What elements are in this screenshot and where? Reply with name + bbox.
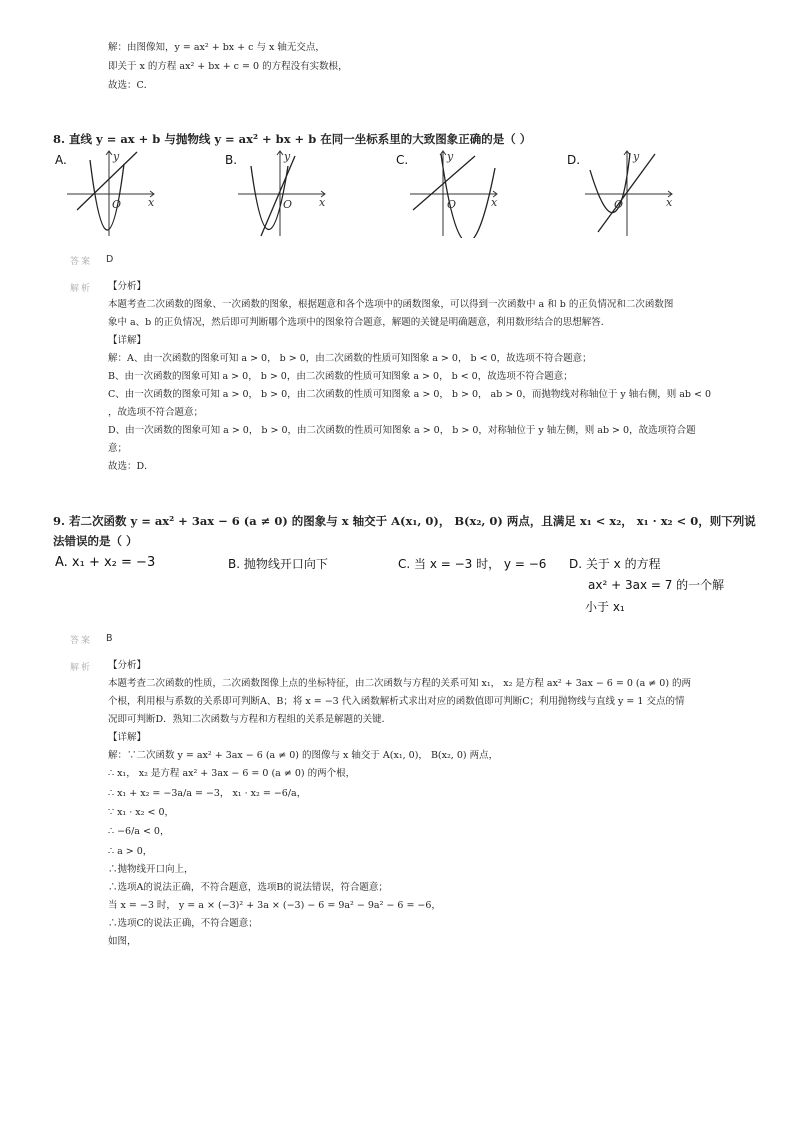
q8-analysis-line: 【分析】 (108, 281, 147, 292)
q9-analysis-line: 解：∵二次函数 y = ax² + 3ax − 6 (a ≠ 0) 的图像与 x 轴交于 A(x₁, 0)， B(x₂, 0) 两点， (108, 750, 499, 761)
line (413, 156, 475, 210)
q9-analysis-tag: 解析 (70, 663, 93, 673)
q9-option-d-line-2: ax² + 3ax = 7 的一个解 (588, 578, 725, 592)
svg-text:O: O (283, 198, 293, 211)
q9-analysis-line: 【详解】 (108, 732, 147, 743)
q9-option-d-line-1: D. 关于 x 的方程 (569, 557, 661, 571)
q9-analysis-line: ∵ x₁ · x₂ < 0， (108, 807, 174, 818)
q9-analysis-line: ∴抛物线开口向上， (108, 864, 194, 875)
q9-option-d-line-3: 小于 x₁ (585, 600, 625, 614)
q8-option-d-label: D. (567, 153, 581, 167)
q9-analysis-line: 况即可判断D．熟知二次函数与方程和方程组的关系是解题的关键． (108, 714, 392, 725)
q8-option-b-label: B. (225, 153, 238, 167)
q9-analysis-line: ∴ a > 0， (108, 846, 153, 857)
q9-answer-tag: 答案 (70, 636, 93, 646)
q8-analysis-line: 【详解】 (108, 335, 147, 346)
q9-analysis-line: ∴选项C的说法正确，不符合题意； (108, 918, 258, 929)
q9-stem-line-1: 9. 若二次函数 y = ax² + 3ax − 6 (a ≠ 0) 的图象与 x 轴交于 A(x₁, 0)， B(x₂, 0) 两点，且满足 x₁ < x₂， x₁ · x₂ < 0，则下列说 (53, 514, 756, 528)
q8-answer: D (106, 254, 114, 265)
q9-analysis-line: 本题考查二次函数的性质，二次函数图像上点的坐标特征，由二次函数与方程的关系可知 x₁， x₂ 是方程 ax² + 3ax − 6 = 0 (a ≠ 0) 的两 (108, 678, 692, 689)
q8-analysis-line: 故选：D． (108, 461, 154, 472)
svg-text:x: x (666, 196, 673, 209)
q8-graph-c (405, 148, 505, 238)
svg-text:O: O (614, 198, 624, 211)
q8-option-a-label: A. (55, 153, 67, 167)
q9-option-a: A. x₁ + x₂ = −3 (55, 555, 156, 570)
line (77, 152, 137, 210)
q9-analysis-line: ∴ −6/a < 0， (108, 826, 170, 837)
q8-analysis-line: D、由一次函数的图象可知 a > 0， b > 0，由二次函数的性质可知图象 a > 0， b > 0，对称轴位于 y 轴左侧，则 ab > 0，故选项符合题 (108, 425, 696, 436)
svg-text:y: y (633, 150, 640, 163)
q9-analysis-line: 如图， (108, 936, 137, 947)
q8-analysis-line: 象中 a、b 的正负情况，然后即可判断哪个选项中的图象符合题意，解题的关键是明确题意，利用数形结合的思想解答． (108, 317, 611, 328)
svg-text:y: y (284, 150, 291, 163)
q8-analysis-line: 本题考查二次函数的图象、一次函数的图象，根据题意和各个选项中的函数图象，可以得到一次函数中 a 和 b 的正负情况和二次函数图 (108, 299, 674, 310)
q8-analysis-line: 意； (108, 443, 128, 454)
svg-text:x: x (491, 196, 498, 209)
q8-stem: 8. 直线 y = ax + b 与抛物线 y = ax² + bx + b 在同一坐标系里的大致图象正确的是（ ） (53, 132, 532, 146)
q8-answer-tag: 答案 (70, 257, 93, 267)
prev-line-3: 故选：C． (108, 80, 154, 91)
q9-option-c: C. 当 x = −3 时， y = −6 (398, 557, 547, 571)
parabola (590, 153, 630, 213)
q9-answer: B (106, 633, 113, 644)
y-label: y (113, 150, 120, 163)
q8-analysis-line: 解：A、由一次函数的图象可知 a > 0， b > 0，由二次函数的性质可知图象 a > 0， b < 0，故选项不符合题意； (108, 353, 592, 364)
x-label: x (148, 196, 155, 209)
q8-graph-a (62, 148, 162, 238)
parabola (90, 160, 124, 230)
q9-analysis-line: ∴选项A的说法正确，不符合题意，选项B的说法错误，符合题意； (108, 882, 388, 893)
origin-label: O (112, 198, 122, 211)
line (261, 156, 295, 236)
q8-analysis-line: B、由一次函数的图象可知 a > 0， b > 0，由二次函数的性质可知图象 a > 0， b < 0，故选项不符合题意； (108, 371, 573, 382)
parabola (441, 154, 495, 238)
q9-analysis-line: ∴ x₁， x₂ 是方程 ax² + 3ax − 6 = 0 (a ≠ 0) 的两个根， (108, 768, 356, 779)
svg-text:x: x (319, 196, 326, 209)
q9-analysis-line: 个根，利用根与系数的关系即可判断A、B；将 x = −3 代入函数解析式求出对应的函数值即可判断C；利用抛物线与直线 y = 1 交点的情 (108, 696, 685, 707)
prev-line-2: 即关于 x 的方程 ax² + bx + c = 0 的方程没有实数根， (108, 61, 348, 72)
q8-option-c-label: C. (396, 153, 409, 167)
svg-text:y: y (447, 150, 454, 163)
q8-analysis-line: ，故选项不符合题意； (108, 407, 204, 418)
prev-line-1: 解：由图像知，y = ax² + bx + c 与 x 轴无交点， (108, 42, 325, 53)
q8-graph-d (580, 148, 680, 238)
q9-stem-line-2: 法错误的是（ ） (53, 534, 138, 548)
q8-analysis-tag: 解析 (70, 284, 93, 294)
q8-graph-b (233, 148, 333, 238)
svg-text:O: O (447, 198, 457, 211)
q9-analysis-line: 当 x = −3 时， y = a × (−3)² + 3a × (−3) − 6 = 9a² − 9a² − 6 = −6， (108, 900, 441, 911)
q8-analysis-line: C、由一次函数的图象可知 a > 0， b > 0，由二次函数的性质可知图象 a > 0， b > 0， ab > 0，而抛物线对称轴位于 y 轴右侧，则 ab < 0 (108, 389, 712, 400)
q9-analysis-line: 【分析】 (108, 660, 147, 671)
q9-option-b: B. 抛物线开口向下 (228, 557, 328, 571)
q9-analysis-line: ∴ x₁ + x₂ = −3a/a = −3， x₁ · x₂ = −6/a， (108, 788, 307, 799)
